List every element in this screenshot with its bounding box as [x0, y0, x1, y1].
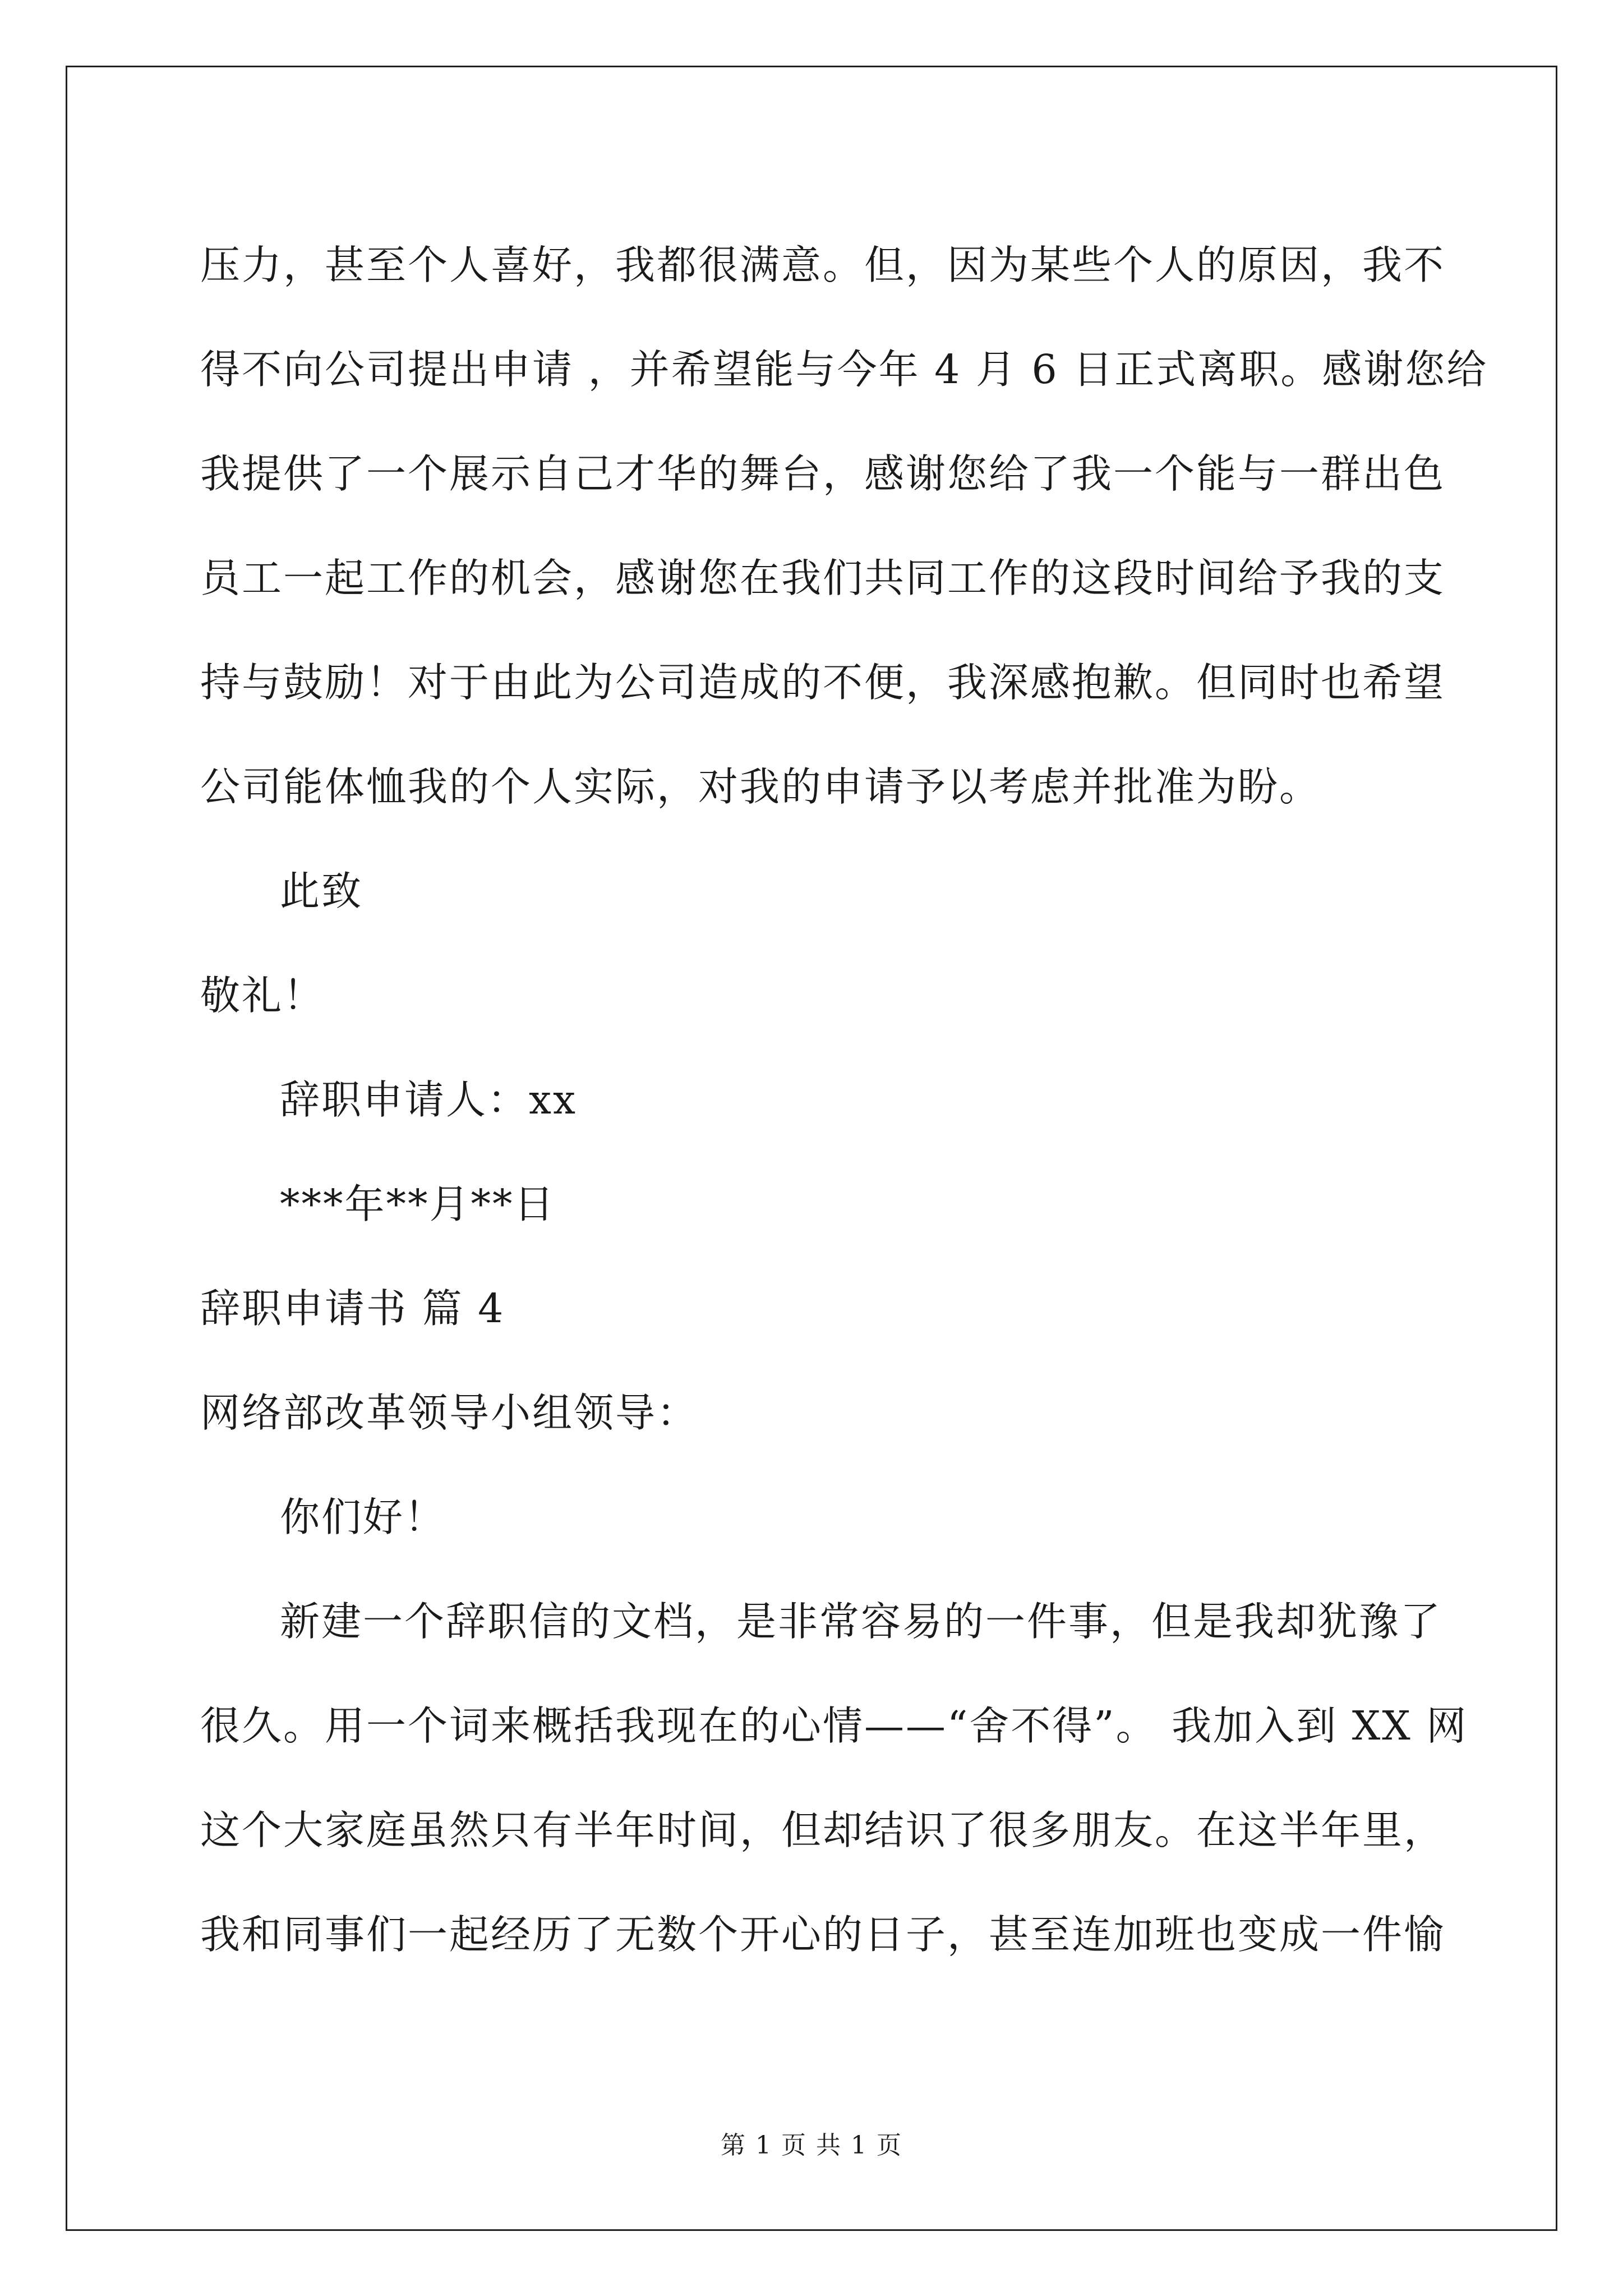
body-line: 很久。用一个词来概括我现在的心情——“舍不得”。 我加入到 XX 网 — [200, 1703, 1468, 1749]
body-line: 员工一起工作的机会，感谢您在我们共同工作的这段时间给予我的支 — [200, 555, 1446, 601]
body-line: 我和同事们一起经历了无数个开心的日子，甚至连加班也变成一件愉 — [200, 1911, 1446, 1958]
closing-regards: 敬礼！ — [200, 972, 325, 1019]
signature-date: ***年**月**日 — [280, 1181, 556, 1227]
body-line: 公司能体恤我的个人实际，对我的申请予以考虑并批准为盼。 — [200, 763, 1321, 810]
body-line: 新建一个辞职信的文档，是非常容易的一件事，但是我却犹豫了 — [280, 1598, 1442, 1645]
body-line: 我提供了一个展示自己才华的舞台，感谢您给了我一个能与一群出色 — [200, 450, 1446, 497]
letter-recipient: 网络部改革领导小组领导： — [200, 1389, 699, 1436]
body-line: 这个大家庭虽然只有半年时间，但却结识了很多朋友。在这半年里， — [200, 1807, 1446, 1853]
body-line: 压力，甚至个人喜好，我都很满意。但，因为某些个人的原因，我不 — [200, 242, 1446, 288]
document-body — [200, 213, 1488, 1987]
applicant-signature: 辞职申请人：xx — [280, 1076, 578, 1123]
closing-salutation: 此致 — [280, 868, 363, 914]
body-line: 得不向公司提出申请 ，并希望能与今年 4 月 6 日正式离职。感谢您给 — [200, 346, 1488, 393]
page-number: 第 1 页 共 1 页 — [721, 2131, 902, 2160]
letter-greeting: 你们好！ — [280, 1494, 446, 1540]
section-heading: 辞职申请书 篇 4 — [200, 1285, 505, 1332]
body-line: 持与鼓励！对于由此为公司造成的不便，我深感抱歉。但同时也希望 — [200, 659, 1446, 706]
